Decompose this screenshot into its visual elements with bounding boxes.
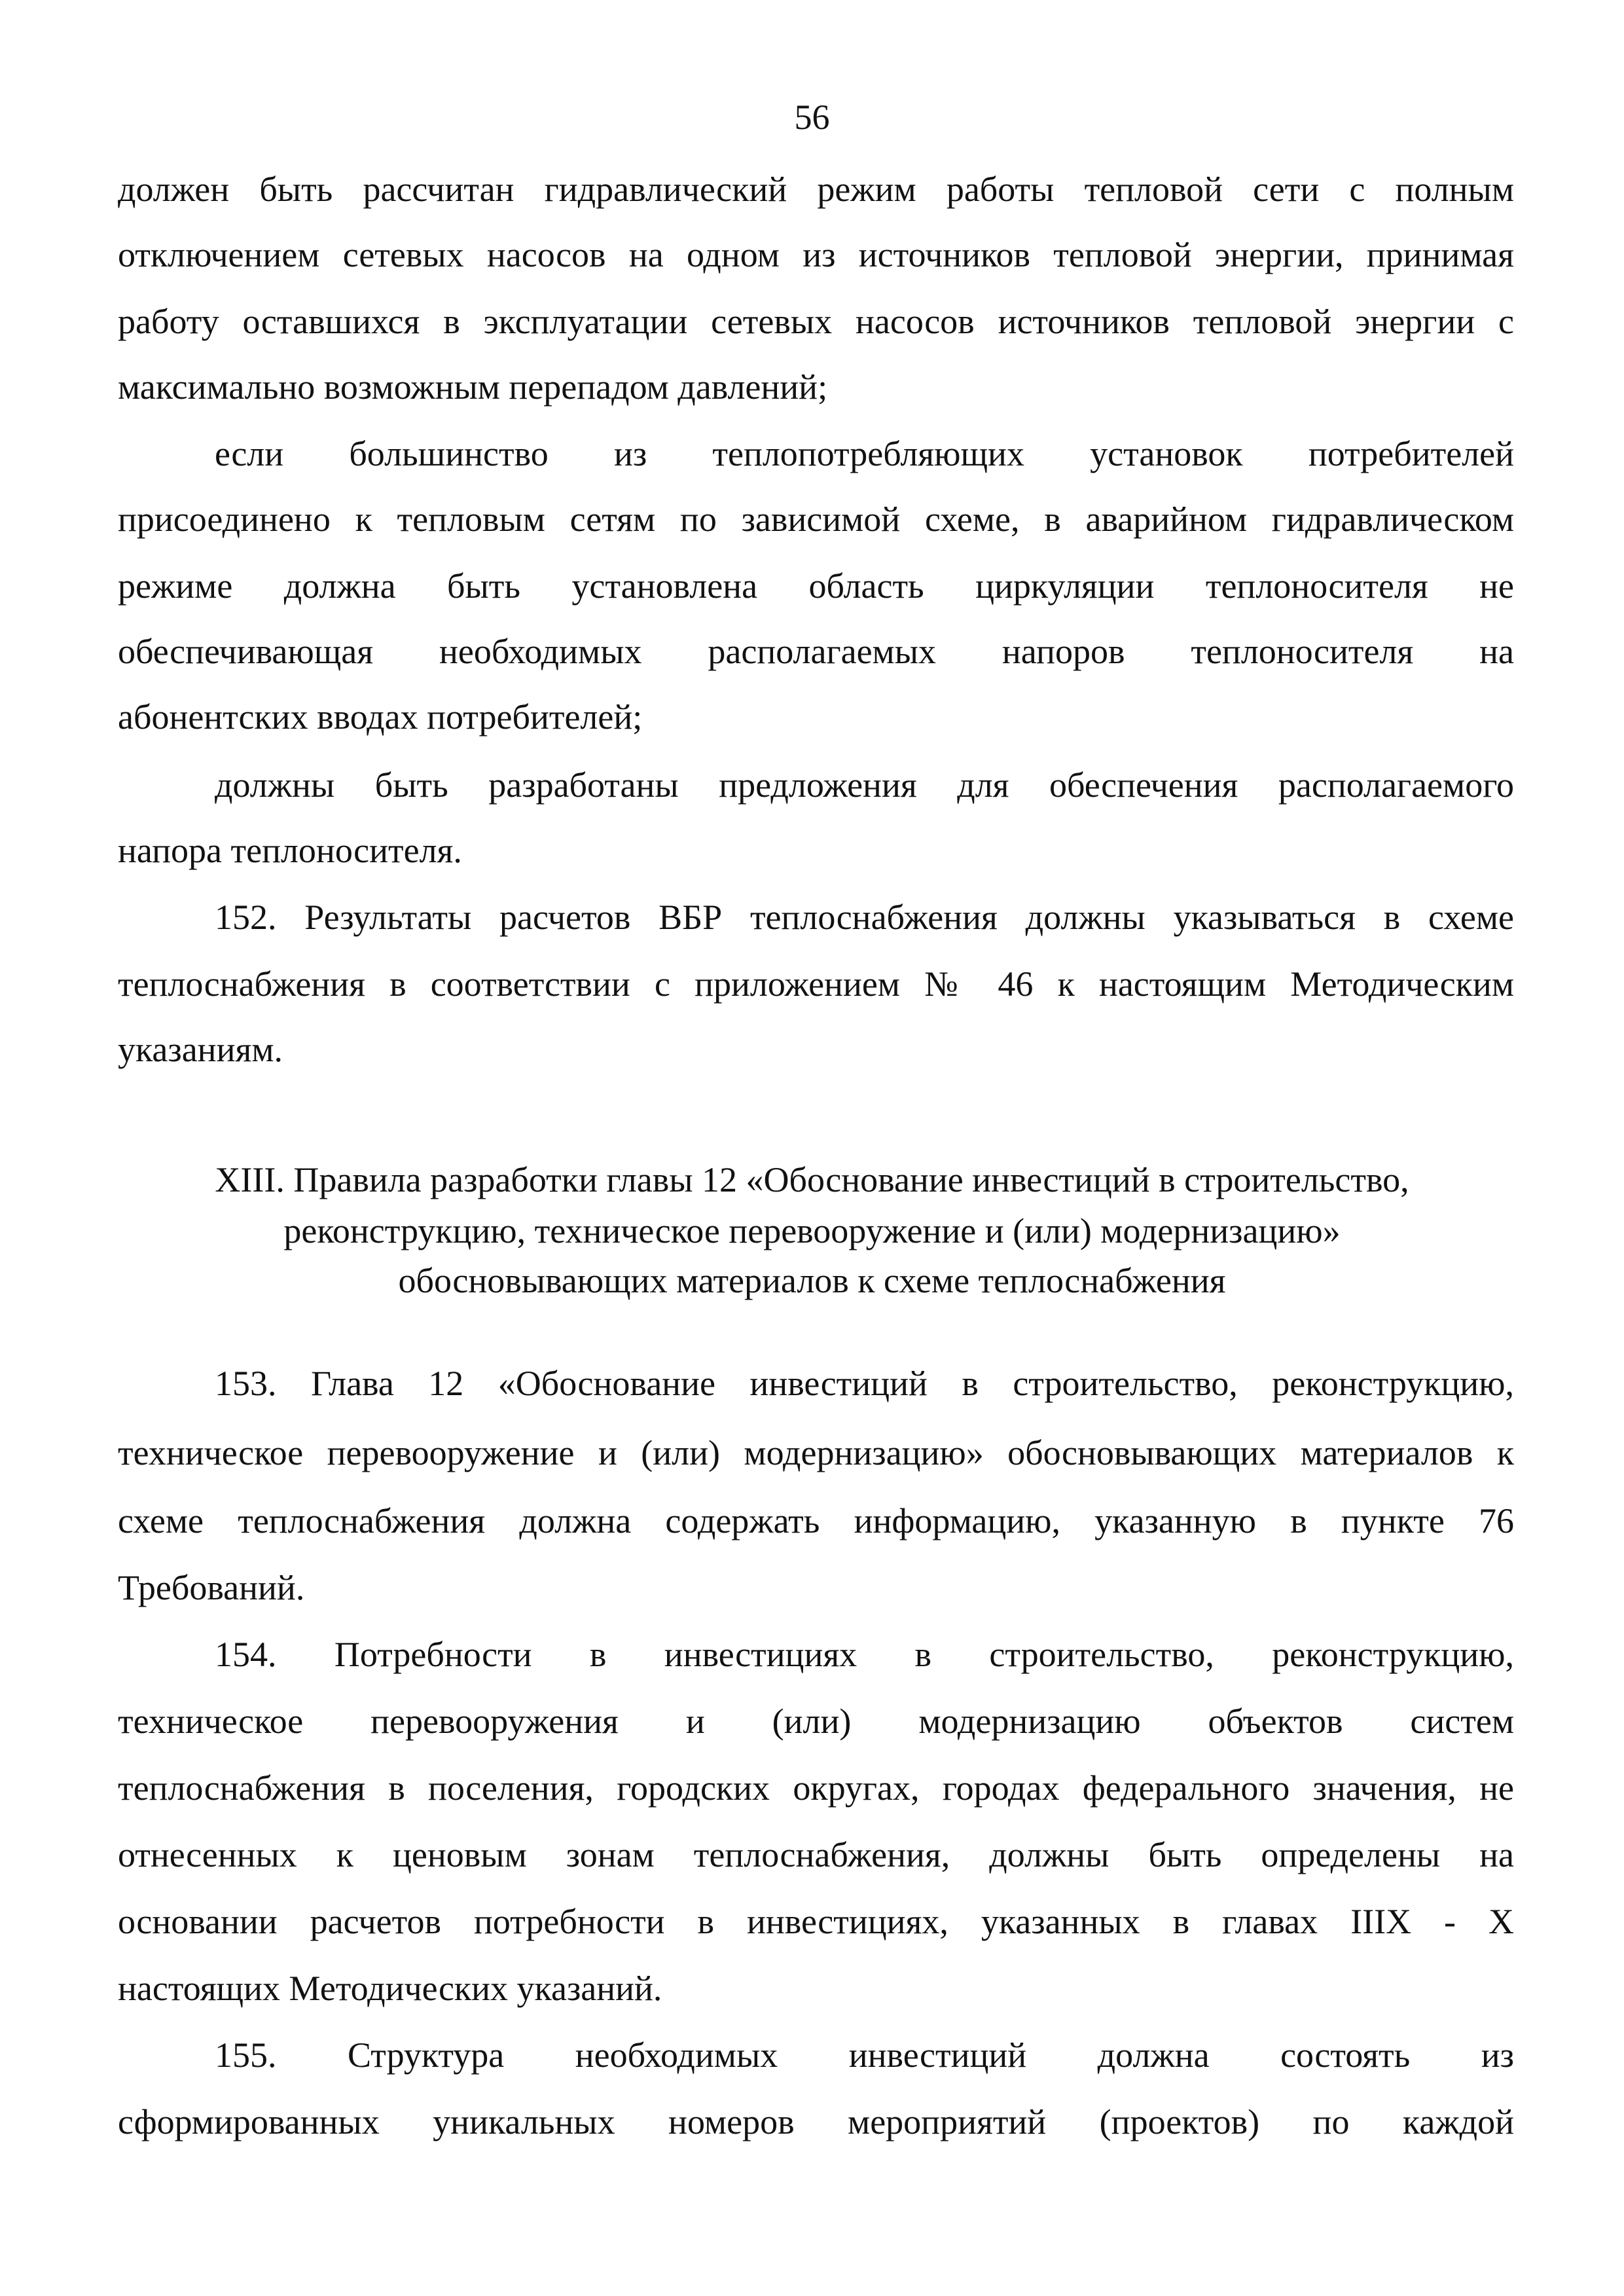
page-number: 56 (794, 98, 830, 137)
paragraph-line: 155. Структура необходимых инвестиций должна состоять из (215, 2035, 1514, 2075)
paragraph-line: работу оставшихся в эксплуатации сетевых насосов источников тепловой энергии с (118, 302, 1514, 341)
section-heading-line: обосновывающих материалов к схеме теплоснабжения (398, 1261, 1226, 1300)
paragraph-line: должен быть рассчитан гидравлический режим работы тепловой сети с полным (118, 170, 1514, 209)
paragraph-line: сформированных уникальных номеров мероприятий (проектов) по каждой (118, 2102, 1514, 2141)
paragraph-line: обеспечивающая необходимых располагаемых напоров теплоносителя на (118, 632, 1514, 671)
paragraph-line: теплоснабжения в поселения, городских округах, городах федерального значения, не (118, 1768, 1514, 1808)
paragraph-line: указаниям. (118, 1030, 283, 1069)
paragraph-line: техническое перевооружения и (или) модернизацию объектов систем (118, 1702, 1514, 1741)
paragraph-line: Требований. (118, 1568, 305, 1607)
paragraph-line: должны быть разработаны предложения для обеспечения располагаемого (215, 765, 1514, 805)
paragraph-line: присоединено к тепловым сетям по зависимой схеме, в аварийном гидравлическом (118, 500, 1514, 539)
paragraph-line: абонентских вводах потребителей; (118, 697, 643, 737)
paragraph-line: отключением сетевых насосов на одном из источников тепловой энергии, принимая (118, 235, 1514, 274)
paragraph-line: 153. Глава 12 «Обоснование инвестиций в строительство, реконструкцию, (215, 1364, 1514, 1403)
section-heading-line: реконструкцию, техническое перевооружение и (или) модернизацию» (283, 1211, 1341, 1250)
paragraph-line: отнесенных к ценовым зонам теплоснабжения, должны быть определены на (118, 1835, 1514, 1874)
section-heading-line: XIII. Правила разработки главы 12 «Обоснование инвестиций в строительство, (215, 1160, 1409, 1199)
paragraph-line: техническое перевооружение и (или) модернизацию» обосновывающих материалов к (118, 1433, 1514, 1472)
paragraph-line: режиме должна быть установлена область циркуляции теплоносителя не (118, 566, 1514, 606)
paragraph-line: настоящих Методических указаний. (118, 1969, 662, 2008)
paragraph-line: напора теплоносителя. (118, 831, 462, 870)
paragraph-line: максимально возможным перепадом давлений; (118, 367, 828, 407)
paragraph-line: основании расчетов потребности в инвестициях, указанных в главах IIIX - X (118, 1902, 1514, 1941)
paragraph-line: теплоснабжения в соответствии с приложением № 46 к настоящим Методическим (118, 964, 1514, 1004)
paragraph-line: если большинство из теплопотребляющих установок потребителей (215, 434, 1514, 473)
paragraph-line: 152. Результаты расчетов ВБР теплоснабжения должны указываться в схеме (215, 898, 1514, 937)
paragraph-line: 154. Потребности в инвестициях в строительство, реконструкцию, (215, 1635, 1514, 1674)
paragraph-line: схеме теплоснабжения должна содержать информацию, указанную в пункте 76 (118, 1501, 1514, 1540)
